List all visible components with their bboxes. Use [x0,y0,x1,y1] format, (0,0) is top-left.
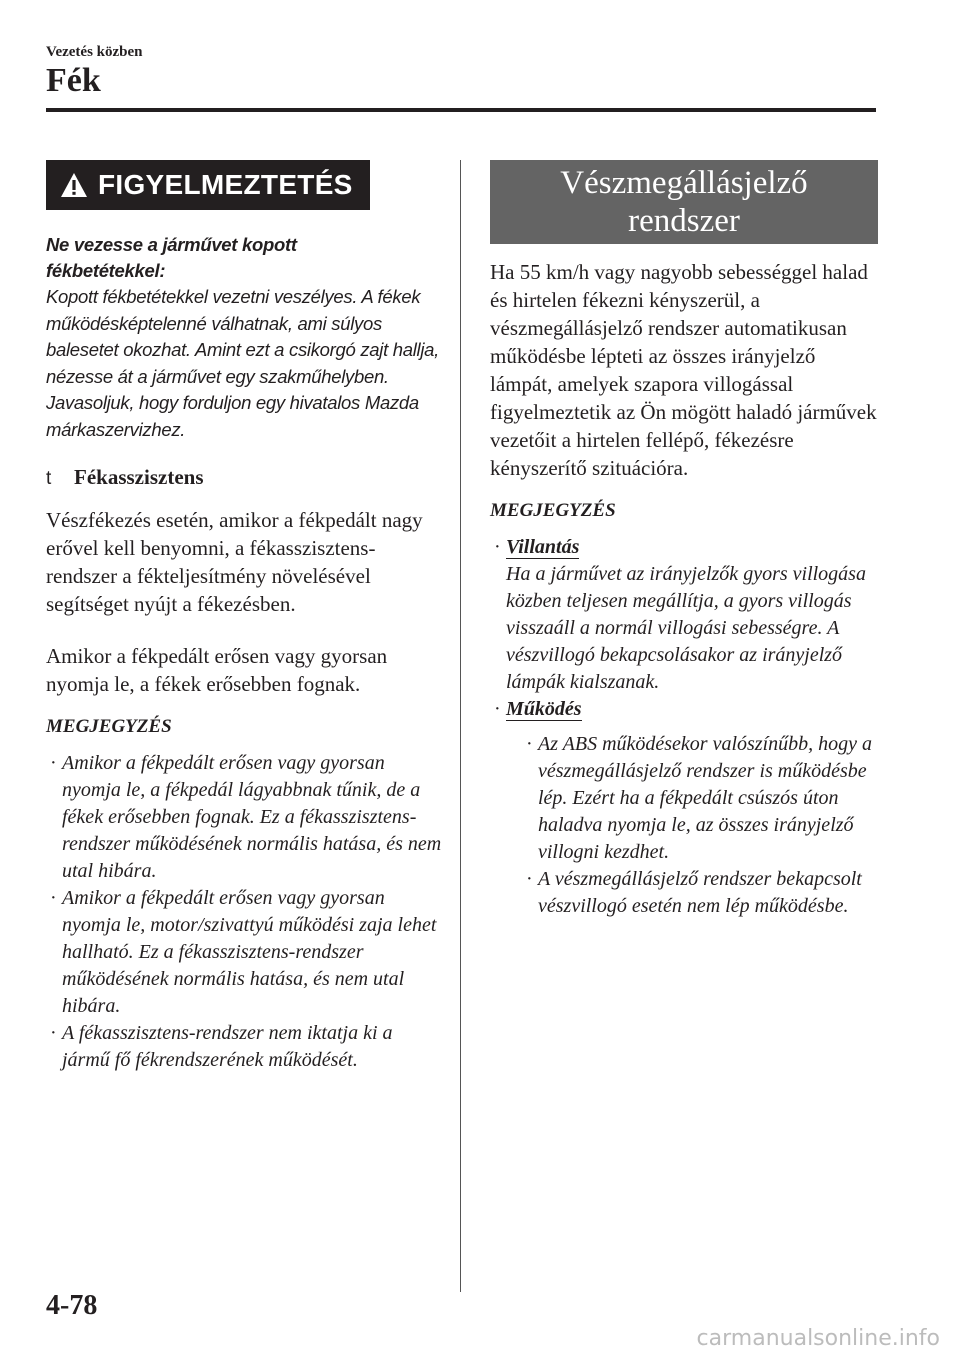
warning-triangle-icon [60,172,88,198]
operation-subtitle: Működés [506,698,582,720]
column-divider [460,160,461,1292]
section-title-box [490,160,878,244]
section-marker: t [46,468,52,489]
flash-text: Ha a járművet az irányjelzők gyors villogása közben teljesen megállítja, a gyors villogás visszaáll a normál villogási sebességre. A vészvillogó bekapcsolásakor az irányjelző lámpák kialszanak. [506,563,866,693]
list-item: · Villantás Ha a járművet az irányjelzők gyors villogása közben teljesen megállítja, a gyors villogás visszaáll a normál villogási sebességre. A vészvillogó bekapcsolásakor az irányjelző lámpák kialszanak. [494,536,866,693]
section-title-line-2: rendszer [628,203,740,239]
watermark: carmanualsonline.info [696,1326,940,1351]
list-item: · Működés · Az ABS működésekor valószínűbb, hogy a vészmegállásjelző rendszer is működésbe lép. Ezért ha a fékpedált csúszós úton haladva nyomja le, az összes irányjelző villogni kezdhet. · A vészmegállásjelző rendszer bekapcsolt vészvillogó esetén nem lép működésbe. [490,696,880,920]
running-head: Vezetés közben [46,44,143,60]
operation-notes [506,731,880,920]
note-heading: MEGJEGYZÉS [46,716,172,737]
list-item: · Amikor a fékpedált erősen vagy gyorsan nyomja le, motor/szivattyú működési zaja lehet hallható. Ez a fékasszisztens-rendszer működésének normális hatása, és nem utal hibára. [50,887,437,1017]
list-item: · A vészmegállásjelző rendszer bekapcsolt vészvillogó esetén nem lép működésbe. [526,868,862,917]
header-rule [46,108,876,112]
warning-body: Kopott fékbetétekkel vezetni veszélyes. A fékek működésképtelenné válhatnak, ami súlyos balesetet okozhat. Amint ezt a csikorgó zajt hallja, nézesse át a járművet egy szakműhelyben. Javasoljuk, hogy forduljon egy hivatalos Mazda márkaszervizhez. [46,286,439,440]
page-title: Fék [46,62,101,99]
left-column [46,160,444,1074]
brake-assist-para-2: Amikor a fékpedált erősen vagy gyorsan nyomja le, a fékek erősebben fognak. [46,644,388,696]
warning-label: FIGYELMEZTETÉS [98,169,353,200]
warning-title: Ne vezesse a járművet kopott fékbetétekkel: [46,234,297,281]
list-item: · A fékasszisztens-rendszer nem iktatja ki a jármű fő fékrendszerének működését. [50,1022,393,1071]
section-title-line-1: Vészmegállásjelző [560,165,808,201]
brake-assist-para-1: Vészfékezés esetén, amikor a fékpedált nagy erővel kell benyomni, a fékasszisztens-rendszer a fékteljesítmény növelésével segítséget nyújt a fékezésben. [46,508,423,616]
note-heading: MEGJEGYZÉS [490,500,616,521]
warning-banner [46,160,370,210]
brake-assist-title: Fékasszisztens [74,465,204,489]
brake-assist-notes [46,750,444,1074]
right-column [490,160,880,920]
list-item: · Az ABS működésekor valószínűbb, hogy a vészmegállásjelző rendszer is működésbe lép. Ezért ha a fékpedált csúszós úton haladva nyomja le, az összes irányjelző villogni kezdhet. [526,733,873,863]
list-item: · Amikor a fékpedált erősen vagy gyorsan nyomja le, a fékpedál lágyabbnak tűnik, de a fékek erősebben fognak. Ez a fékasszisztens-rendszer működésének normális hatása, és nem utal hibára. [50,752,442,882]
ess-notes [490,534,880,920]
flash-subtitle: Villantás [506,536,580,558]
page-number: 4-78 [46,1290,98,1321]
ess-paragraph: Ha 55 km/h vagy nagyobb sebességgel halad és hirtelen fékezni kényszerül, a vészmegállásjelző rendszer automatikusan működésbe lépteti az összes irányjelző lámpát, amelyek szapora villogással figyelmeztetik az Ön mögött haladó járművek vezetőit a hirtelen fellépő, fékezésre kényszerítő szituációra. [490,260,877,480]
brake-assist-heading [46,465,444,490]
